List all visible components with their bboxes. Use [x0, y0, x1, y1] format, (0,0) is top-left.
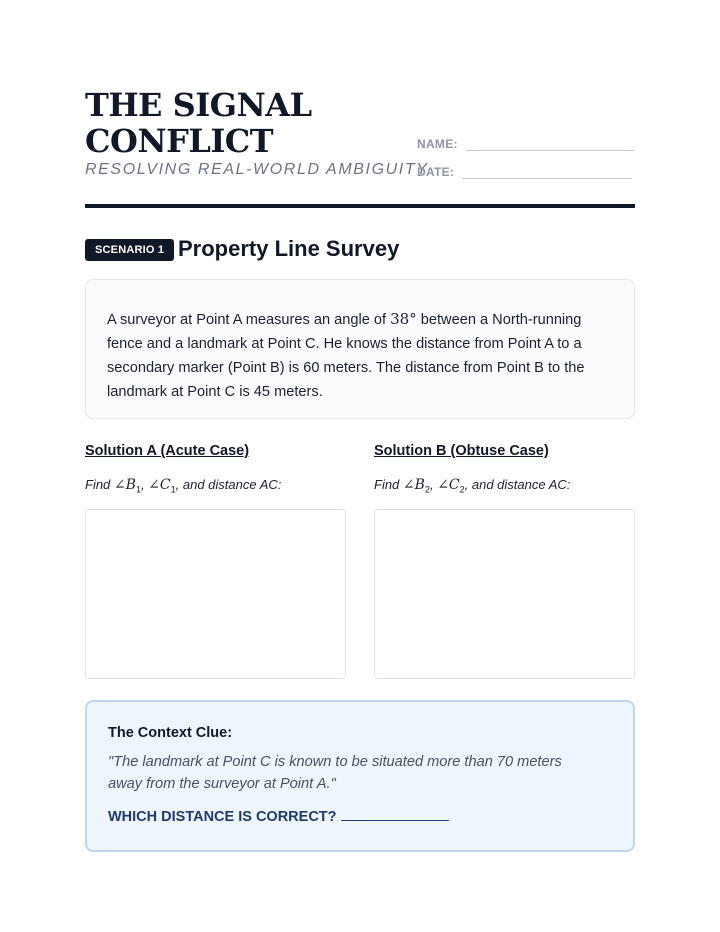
solution-b-prompt — [374, 477, 570, 495]
angle-b-subscript: 2 — [424, 484, 430, 495]
worksheet-page — [85, 0, 635, 932]
prompt-prefix: Find — [374, 477, 403, 492]
header-divider — [85, 204, 635, 208]
question-text: WHICH DISTANCE IS CORRECT? — [108, 809, 337, 825]
angle-b: ∠B — [402, 477, 425, 493]
angle-b-subscript: 1 — [135, 484, 141, 495]
solution-a-work-area[interactable] — [85, 509, 346, 679]
date-input-line[interactable] — [462, 165, 632, 179]
solution-a-prompt — [85, 477, 281, 495]
angle-c: ∠C — [148, 477, 171, 493]
problem-text-start: A surveyor at Point A measures an angle of — [107, 312, 391, 328]
name-input-line[interactable] — [466, 137, 634, 151]
angle-c-subscript: 1 — [170, 484, 176, 495]
scenario-badge: SCENARIO 1 — [85, 239, 174, 261]
context-clue-box — [85, 700, 635, 852]
context-clue-quote: "The landmark at Point C is known to be situated more than 70 meters away from the surveyor at Point A." — [108, 754, 562, 792]
angle-c-subscript: 2 — [459, 484, 465, 495]
solution-b-heading: Solution B (Obtuse Case) — [374, 443, 549, 459]
angle-b: ∠B — [113, 477, 136, 493]
prompt-separator: , — [140, 477, 149, 492]
name-label: NAME: — [417, 137, 458, 151]
name-field[interactable] — [417, 137, 634, 151]
solution-b-work-area[interactable] — [374, 509, 635, 679]
worksheet-title: THE SIGNAL CONFLICT — [85, 86, 312, 160]
problem-text-end: between a North-running fence and a landmark at Point C. He knows the distance from Point A to a secondary marker (Point B) is 60 meters. The distance from Point B to the landmark at Point C is 45 meters. — [107, 312, 585, 400]
prompt-prefix: Find — [85, 477, 114, 492]
answer-blank[interactable] — [341, 807, 449, 821]
correct-distance-question — [108, 807, 612, 825]
context-clue-heading: The Context Clue: — [108, 725, 233, 741]
worksheet-subtitle: RESOLVING REAL-WORLD AMBIGUITY — [85, 161, 429, 178]
solution-a-heading: Solution A (Acute Case) — [85, 443, 250, 459]
prompt-suffix: , and distance AC: — [175, 477, 282, 492]
date-label: DATE: — [417, 165, 455, 179]
prompt-suffix: , and distance AC: — [464, 477, 571, 492]
prompt-separator: , — [429, 477, 438, 492]
problem-statement-box — [85, 279, 635, 419]
angle-c: ∠C — [437, 477, 460, 493]
date-field[interactable] — [417, 165, 632, 179]
scenario-title: Property Line Survey — [178, 236, 400, 261]
problem-angle: 38° — [390, 310, 417, 328]
